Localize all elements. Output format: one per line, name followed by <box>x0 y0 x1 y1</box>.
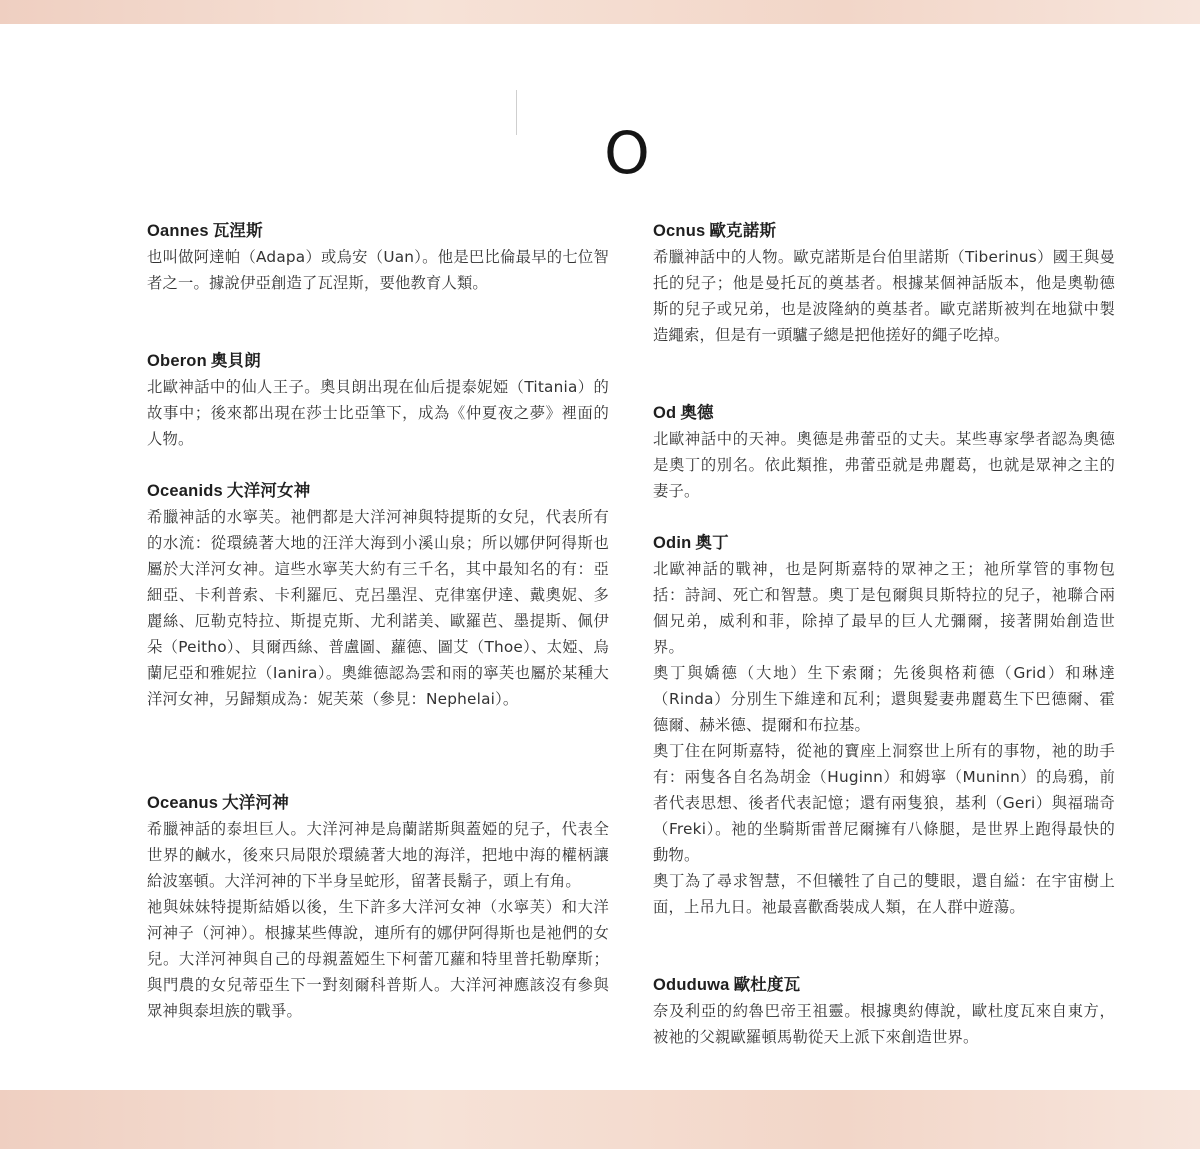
entry-chinese-name: 奧丁 <box>695 534 729 552</box>
entry-paragraph: 也叫做阿達帕（Adapa）或烏安（Uan）。他是巴比倫最早的七位智者之一。據說伊亞創造了瓦涅斯，要他教育人類。 <box>147 248 609 292</box>
entry-chinese-name: 歐杜度瓦 <box>733 976 801 994</box>
entry-paragraph: 希臘神話的水寧芙。祂們都是大洋河神與特提斯的女兒，代表所有的水流：從環繞著大地的汪洋大海到小溪山泉；所以娜伊阿得斯也屬於大洋河女神。這些水寧芙大約有三千名，其中最知名的有：亞細亞、卡利普索、卡利羅厄、克呂墨涅、克律塞伊達、戴奧妮、多麗絲、厄勒克特拉、斯提克斯、尤利諾美、歐羅芭、墨提斯、佩伊朵（Peitho）、貝爾西絲、普盧圖、蘿德、圖艾（Thoe）、太婭、烏蘭尼亞和雅妮拉（Ianira）。奧維德認為雲和雨的寧芙也屬於某種大洋河女神，另歸類成為：妮芙萊（參見：Nephelai）。 <box>147 508 609 708</box>
entry-body <box>147 374 609 452</box>
entry-body <box>653 244 1115 348</box>
entry-chinese-name: 大洋河女神 <box>226 482 311 500</box>
entry-body <box>653 998 1115 1050</box>
entry-oceanus <box>147 790 609 1024</box>
entry-term: Oberon <box>147 352 207 370</box>
entry-paragraph: 奧丁與嬌德（大地）生下索爾；先後與格莉德（Grid）和琳達（Rinda）分別生下維達和瓦利；還與髮妻弗麗葛生下巴德爾、霍德爾、赫米德、提爾和布拉基。 <box>653 664 1115 734</box>
entry-ocnus <box>653 218 1115 400</box>
entry-title <box>653 218 1115 244</box>
section-letter-heading: O <box>604 119 650 187</box>
entry-paragraph: 希臘神話的泰坦巨人。大洋河神是烏蘭諾斯與蓋婭的兒子，代表全世界的鹹水，後來只局限於環繞著大地的海洋，把地中海的權柄讓給波塞頓。大洋河神的下半身呈蛇形，留著長鬍子，頭上有角。 <box>147 820 609 890</box>
entry-paragraph: 奈及利亞的約魯巴帝王祖靈。根據奧約傳說，歐杜度瓦來自東方，被祂的父親歐羅頓馬勒從天上派下來創造世界。 <box>653 1002 1115 1046</box>
entry-chinese-name: 歐克諾斯 <box>709 222 777 240</box>
entry-title <box>653 400 1115 426</box>
top-paper-band <box>0 0 1200 24</box>
entry-oberon <box>147 348 609 478</box>
entry-chinese-name: 大洋河神 <box>222 794 289 812</box>
entry-title <box>147 218 609 244</box>
entry-term: Odin <box>653 534 692 552</box>
entry-oduduwa <box>653 972 1115 1050</box>
entry-title <box>147 478 609 504</box>
entry-paragraph: 北歐神話的戰神，也是阿斯嘉特的眾神之王；祂所掌管的事物包括：詩詞、死亡和智慧。奧丁是包爾與貝斯特拉的兒子，祂聯合兩個兄弟，威利和菲，除掉了最早的巨人尤彌爾，接著開始創造世界。 <box>653 560 1115 656</box>
entry-title <box>147 790 609 816</box>
entry-body <box>147 244 609 296</box>
entry-title <box>653 530 1115 556</box>
entry-term: Oannes <box>147 222 209 240</box>
entry-chinese-name: 瓦涅斯 <box>212 222 263 240</box>
entry-title <box>653 972 1115 998</box>
entry-term: Oceanids <box>147 482 223 500</box>
entry-term: Od <box>653 404 677 422</box>
entry-body <box>147 816 609 1024</box>
entry-oannes <box>147 218 609 348</box>
entry-paragraph: 希臘神話中的人物。歐克諾斯是台伯里諾斯（Tiberinus）國王與曼托的兒子；他是曼托瓦的奠基者。根據某個神話版本，他是奧勒德斯的兒子或兄弟，也是波隆納的奠基者。歐克諾斯被判在地獄中製造繩索，但是有一頭驢子總是把他搓好的繩子吃掉。 <box>653 248 1115 344</box>
entry-chinese-name: 奧德 <box>680 404 714 422</box>
right-column <box>653 218 1115 1050</box>
entry-body <box>653 556 1115 920</box>
entry-term: Oduduwa <box>653 976 730 994</box>
entry-paragraph: 祂與妹妹特提斯結婚以後，生下許多大洋河女神（水寧芙）和大洋河神子（河神）。根據某些傳說，連所有的娜伊阿得斯也是祂們的女兒。大洋河神與自己的母親蓋婭生下柯蕾兀蘿和特里普托勒摩斯；與門農的女兒蒂亞生下一對刻爾科普斯人。大洋河神應該沒有參與眾神與泰坦族的戰爭。 <box>147 898 609 1020</box>
entry-term: Ocnus <box>653 222 706 240</box>
entry-oceanids <box>147 478 609 790</box>
entry-title <box>147 348 609 374</box>
left-column <box>147 218 609 1024</box>
entry-body <box>653 426 1115 504</box>
bottom-paper-band <box>0 1090 1200 1149</box>
entry-chinese-name: 奧貝朗 <box>210 352 261 370</box>
entry-term: Oceanus <box>147 794 219 812</box>
entry-body <box>147 504 609 712</box>
entry-paragraph: 奧丁為了尋求智慧，不但犧牲了自己的雙眼，還自縊：在宇宙樹上面，上吊九日。祂最喜歡喬裝成人類，在人群中遊蕩。 <box>653 872 1115 916</box>
entry-odin <box>653 530 1115 972</box>
entry-paragraph: 北歐神話中的仙人王子。奧貝朗出現在仙后提泰妮婭（Titania）的故事中；後來都出現在莎士比亞筆下，成為《仲夏夜之夢》裡面的人物。 <box>147 378 609 448</box>
entry-od <box>653 400 1115 530</box>
entry-paragraph: 奧丁住在阿斯嘉特，從祂的寶座上洞察世上所有的事物，祂的助手有：兩隻各自名為胡金（Huginn）和姆寧（Muninn）的烏鴉，前者代表思想、後者代表記憶；還有兩隻狼，基利（Geri）與福瑞奇（Freki）。祂的坐騎斯雷普尼爾擁有八條腿，是世界上跑得最快的動物。 <box>653 742 1115 864</box>
entry-paragraph: 北歐神話中的天神。奧德是弗蕾亞的丈夫。某些專家學者認為奧德是奧丁的別名。依此類推，弗蕾亞就是弗麗葛，也就是眾神之主的妻子。 <box>653 430 1115 500</box>
